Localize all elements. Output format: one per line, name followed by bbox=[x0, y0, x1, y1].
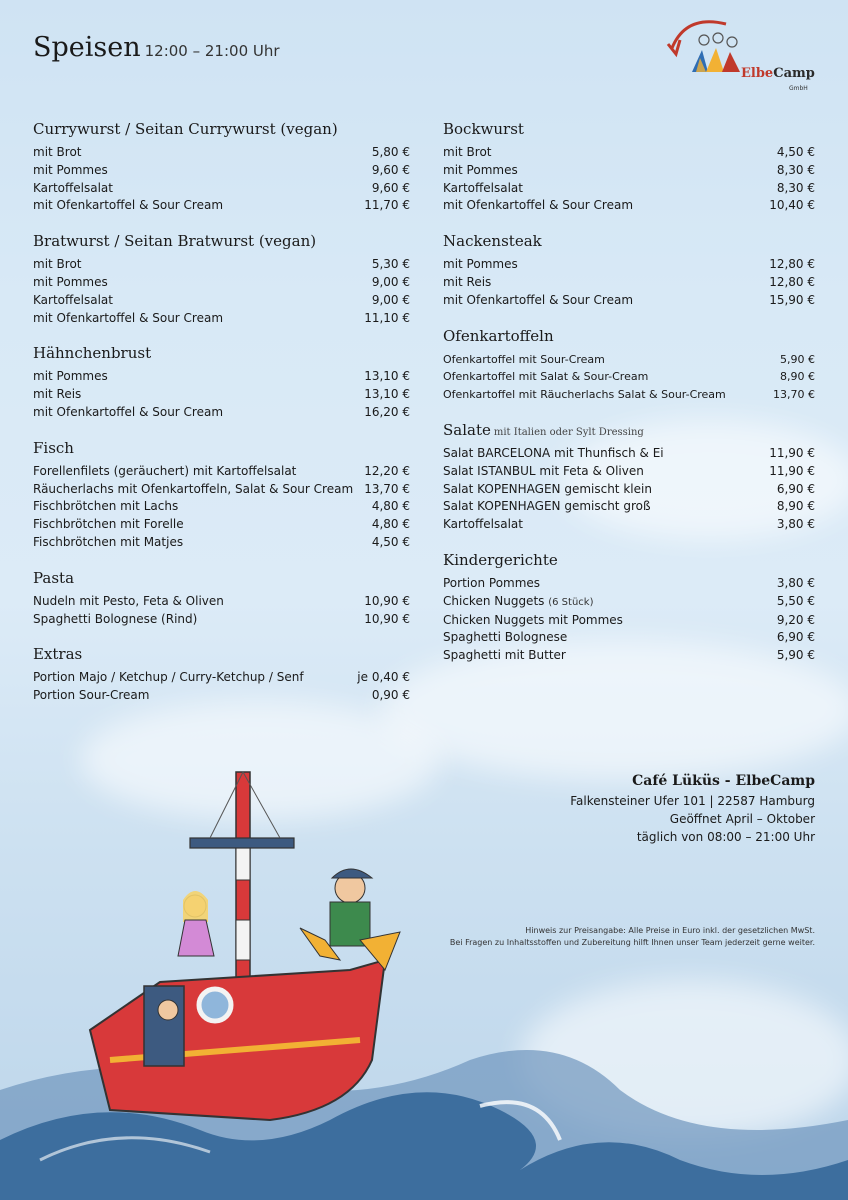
menu-item bbox=[443, 274, 815, 292]
menu-item bbox=[443, 445, 815, 463]
item-label: Salat BARCELONA mit Thunfisch & Ei bbox=[443, 445, 664, 460]
opening-time: 12:00 – 21:00 Uhr bbox=[144, 42, 280, 60]
item-label: Kartoffelsalat bbox=[443, 517, 523, 532]
item-price: 3,80 € bbox=[776, 517, 815, 532]
menu-section bbox=[33, 645, 410, 705]
item-price: 8,30 € bbox=[776, 162, 815, 177]
item-note: (6 Stück) bbox=[548, 596, 594, 608]
item-price: 4,50 € bbox=[371, 534, 410, 549]
menu-item bbox=[33, 481, 410, 499]
item-price: 9,60 € bbox=[371, 180, 410, 195]
item-label: Salat ISTANBUL mit Feta & Oliven bbox=[443, 463, 644, 478]
menu-section bbox=[33, 232, 410, 327]
menu-item bbox=[443, 256, 815, 274]
logo-suffix: GmbH bbox=[789, 85, 808, 92]
menu-item bbox=[33, 687, 410, 705]
menu-item bbox=[33, 310, 410, 328]
item-label: Kartoffelsalat bbox=[33, 292, 113, 307]
menu-item bbox=[33, 144, 410, 162]
menu-item bbox=[33, 404, 410, 422]
item-label: mit Brot bbox=[33, 257, 82, 272]
item-price: 9,00 € bbox=[371, 274, 410, 289]
menu-item bbox=[443, 647, 815, 665]
yard bbox=[190, 838, 294, 848]
item-label: Salat KOPENHAGEN gemischt klein bbox=[443, 481, 652, 496]
item-label: Spaghetti mit Butter bbox=[443, 648, 566, 663]
item-price: 11,90 € bbox=[769, 463, 815, 478]
page-title bbox=[33, 32, 280, 63]
section-title: Hähnchenbrust bbox=[33, 344, 152, 363]
menu-section bbox=[443, 120, 815, 215]
menu-item bbox=[33, 274, 410, 292]
logo-figures-icon bbox=[666, 18, 746, 78]
item-price: 11,10 € bbox=[364, 310, 410, 325]
item-price: je 0,40 € bbox=[357, 670, 410, 685]
item-label: Chicken Nuggets mit Pommes bbox=[443, 612, 623, 627]
menu-section bbox=[33, 120, 410, 215]
item-price: 5,90 € bbox=[780, 352, 815, 366]
item-price: 6,90 € bbox=[776, 630, 815, 645]
section-title: Currywurst / Seitan Currywurst (vegan) bbox=[33, 120, 338, 138]
item-label: Kartoffelsalat bbox=[443, 180, 523, 195]
menu-section bbox=[33, 344, 410, 421]
item-price: 10,90 € bbox=[364, 611, 410, 626]
menu-item bbox=[443, 612, 815, 630]
item-label: Portion Majo / Ketchup / Curry-Ketchup / Senf bbox=[33, 670, 304, 685]
item-price: 9,60 € bbox=[371, 162, 410, 177]
item-label: Forellenfilets (geräuchert) mit Kartoffelsalat bbox=[33, 463, 297, 478]
item-label: Fischbrötchen mit Forelle bbox=[33, 517, 184, 532]
menu-item bbox=[33, 463, 410, 481]
item-label: mit Brot bbox=[443, 145, 492, 159]
cafe-name: Café Lüküs - ElbeCamp bbox=[632, 773, 815, 789]
item-label: mit Ofenkartoffel & Sour Cream bbox=[443, 292, 634, 307]
menu-item bbox=[33, 593, 410, 611]
item-price: 10,90 € bbox=[364, 593, 410, 608]
item-label: Fischbrötchen mit Matjes bbox=[33, 534, 184, 549]
item-price: 12,80 € bbox=[769, 257, 815, 272]
logo-wordmark: ElbeCamp bbox=[741, 66, 815, 81]
porthole bbox=[199, 989, 231, 1021]
allergen-note: Bei Fragen zu Inhaltsstoffen und Zubereitung hilft Ihnen unser Team jederzeit gerne weiter. bbox=[449, 938, 815, 947]
menu-section bbox=[443, 327, 815, 404]
menu-item bbox=[33, 180, 410, 198]
item-price: 13,10 € bbox=[364, 387, 410, 402]
menu-item bbox=[33, 669, 410, 687]
item-price: 12,20 € bbox=[364, 463, 410, 478]
section-title: Fisch bbox=[33, 438, 74, 457]
item-price: 12,80 € bbox=[769, 274, 815, 289]
menu-item bbox=[443, 368, 815, 386]
item-price: 4,50 € bbox=[776, 145, 815, 159]
item-price: 6,90 € bbox=[776, 481, 815, 496]
item-label: Räucherlachs mit Ofenkartoffeln, Salat & Sour Cream bbox=[33, 481, 354, 496]
item-price: 8,90 € bbox=[780, 370, 815, 384]
item-label: Nudeln mit Pesto, Feta & Oliven bbox=[33, 593, 224, 608]
mast bbox=[236, 772, 250, 1002]
menu-section bbox=[33, 569, 410, 629]
item-price: 5,90 € bbox=[776, 648, 815, 663]
item-label: Spaghetti Bolognese (Rind) bbox=[33, 611, 198, 626]
item-price: 0,90 € bbox=[371, 688, 410, 703]
menu-section bbox=[443, 551, 815, 665]
item-price: 10,40 € bbox=[769, 198, 815, 213]
item-label: Salat KOPENHAGEN gemischt groß bbox=[443, 499, 651, 514]
item-price: 5,50 € bbox=[776, 593, 815, 608]
menu-item bbox=[443, 386, 815, 404]
season: Geöffnet April – Oktober bbox=[669, 812, 815, 826]
item-label: Ofenkartoffel mit Sour-Cream bbox=[443, 352, 605, 366]
menu-item bbox=[33, 292, 410, 310]
menu-item bbox=[33, 368, 410, 386]
item-label: mit Brot bbox=[33, 145, 82, 159]
price-note-line-1: Hinweis zur Preisangabe: Alle Preise in Euro inkl. der gesetzlichen MwSt. bbox=[525, 926, 815, 935]
opening-hours: täglich von 08:00 – 21:00 Uhr bbox=[636, 830, 815, 844]
item-price: 16,20 € bbox=[364, 404, 410, 419]
item-label: mit Ofenkartoffel & Sour Cream bbox=[443, 198, 634, 213]
menu-column-left bbox=[33, 120, 410, 722]
item-price: 8,30 € bbox=[776, 180, 815, 195]
item-price: 3,80 € bbox=[776, 575, 815, 590]
section-title: Pasta bbox=[33, 568, 75, 587]
title-text: Speisen bbox=[33, 32, 141, 63]
item-price: 9,00 € bbox=[371, 292, 410, 307]
address: Falkensteiner Ufer 101 | 22587 Hamburg bbox=[570, 794, 815, 808]
section-title: Bockwurst bbox=[443, 120, 524, 138]
menu-item bbox=[33, 256, 410, 274]
item-label: mit Ofenkartoffel & Sour Cream bbox=[33, 198, 224, 213]
item-label: mit Pommes bbox=[33, 369, 108, 384]
menu-section bbox=[443, 232, 815, 309]
menu-item bbox=[443, 629, 815, 647]
menu-item bbox=[33, 197, 410, 215]
item-label: Fischbrötchen mit Lachs bbox=[33, 499, 179, 514]
menu-item bbox=[443, 162, 815, 180]
item-price: 13,10 € bbox=[364, 369, 410, 384]
menu-item bbox=[33, 516, 410, 534]
item-label: mit Pommes bbox=[443, 257, 518, 272]
item-label: Ofenkartoffel mit Salat & Sour-Cream bbox=[443, 370, 649, 384]
item-label: Kartoffelsalat bbox=[33, 180, 113, 195]
section-title: Nackensteak bbox=[443, 232, 542, 251]
item-label: Portion Pommes bbox=[443, 575, 541, 590]
cabin bbox=[144, 986, 184, 1066]
item-label: mit Ofenkartoffel & Sour Cream bbox=[33, 404, 224, 419]
item-label: Portion Sour-Cream bbox=[33, 688, 150, 703]
menu-item bbox=[443, 575, 815, 593]
item-price: 9,20 € bbox=[776, 612, 815, 627]
menu-item bbox=[443, 180, 815, 198]
item-price: 5,30 € bbox=[371, 257, 410, 272]
menu-item bbox=[443, 498, 815, 516]
menu-item bbox=[443, 516, 815, 534]
item-label: mit Pommes bbox=[443, 162, 518, 177]
section-title: Bratwurst / Seitan Bratwurst (vegan) bbox=[33, 232, 317, 251]
elbecamp-logo bbox=[666, 18, 816, 98]
item-price: 11,70 € bbox=[364, 198, 410, 213]
item-label: mit Pommes bbox=[33, 274, 108, 289]
item-price: 11,90 € bbox=[769, 445, 815, 460]
menu-item bbox=[443, 144, 815, 162]
menu-item bbox=[443, 481, 815, 499]
section-title: Kindergerichte bbox=[443, 550, 558, 569]
menu-item bbox=[443, 197, 815, 215]
item-price: 5,80 € bbox=[371, 145, 410, 159]
section-subtitle: mit Italien oder Sylt Dressing bbox=[493, 426, 644, 438]
item-price: 4,80 € bbox=[371, 499, 410, 514]
section-title: Ofenkartoffeln bbox=[443, 326, 554, 345]
menu-item bbox=[33, 534, 410, 552]
item-label: Ofenkartoffel mit Räucherlachs Salat & Sour-Cream bbox=[443, 388, 726, 402]
section-title: Extras bbox=[33, 645, 83, 664]
menu-item bbox=[443, 292, 815, 310]
menu-item bbox=[443, 463, 815, 481]
item-label: mit Reis bbox=[33, 387, 82, 402]
item-price: 13,70 € bbox=[364, 481, 410, 496]
item-label: Spaghetti Bolognese bbox=[443, 630, 568, 645]
menu-item bbox=[33, 498, 410, 516]
menu-item bbox=[33, 162, 410, 180]
section-title: Salate mit Italien oder Sylt Dressing bbox=[443, 420, 644, 439]
menu-section bbox=[443, 421, 815, 534]
item-label: Chicken Nuggets (6 Stück) bbox=[443, 593, 594, 608]
menu-column-right bbox=[443, 120, 815, 682]
item-price: 13,70 € bbox=[773, 388, 815, 402]
item-price: 8,90 € bbox=[776, 499, 815, 514]
menu-item bbox=[443, 593, 815, 612]
menu-item bbox=[33, 611, 410, 629]
menu-section bbox=[33, 439, 410, 552]
item-price: 15,90 € bbox=[769, 292, 815, 307]
item-price: 4,80 € bbox=[371, 517, 410, 532]
menu-item bbox=[443, 351, 815, 369]
item-label: mit Reis bbox=[443, 274, 492, 289]
item-label: mit Ofenkartoffel & Sour Cream bbox=[33, 310, 224, 325]
item-label: mit Pommes bbox=[33, 162, 108, 177]
menu-item bbox=[33, 386, 410, 404]
pirate-boat-illustration bbox=[0, 760, 848, 1200]
